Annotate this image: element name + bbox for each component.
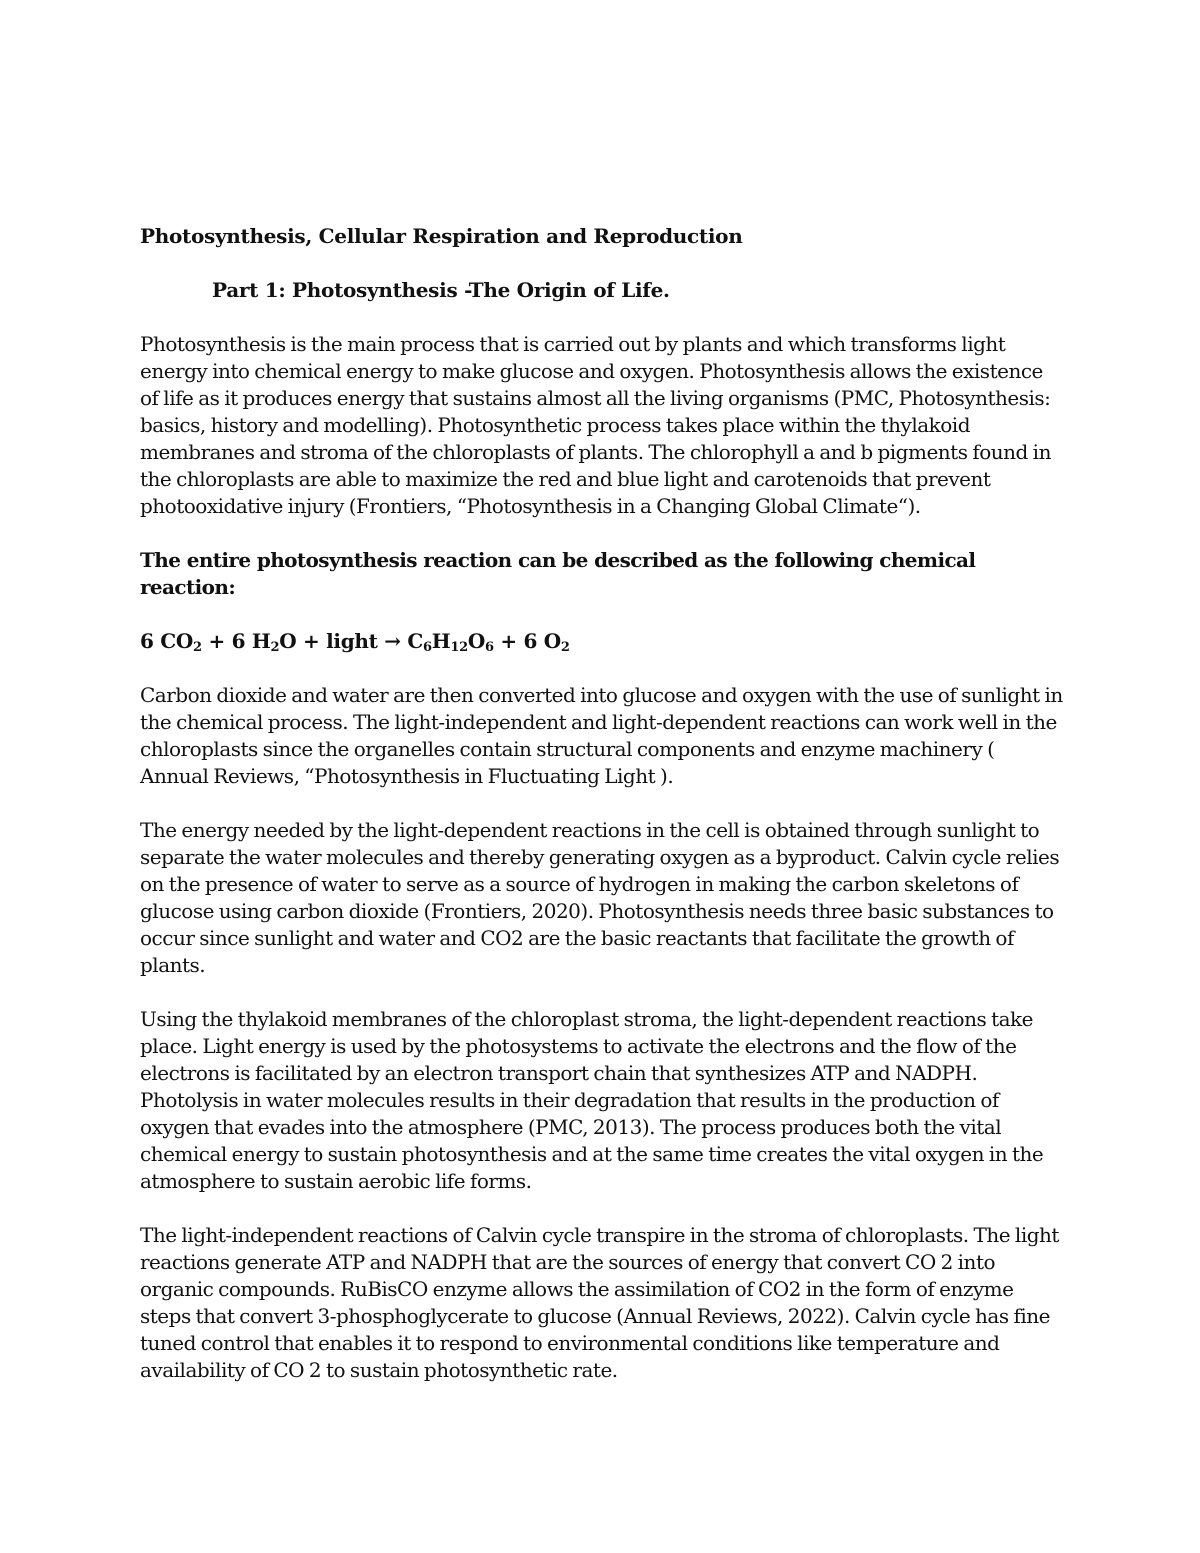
document-title: Photosynthesis, Cellular Respiration and Reproduction: [140, 224, 743, 248]
document-body: [140, 223, 1065, 1411]
equation-part: 6 CO: [140, 629, 194, 653]
equation-part: + 6 O: [493, 629, 561, 653]
equation-subscript: 6: [484, 640, 494, 655]
part-heading: Part 1: Photosynthesis -The Origin of Life.: [212, 278, 670, 302]
equation-subscript: 2: [270, 640, 280, 655]
equation-part: O + light → C: [279, 629, 423, 653]
paragraph-light-dependent-energy: The energy needed by the light-dependent reactions in the cell is obtained through sunlight to separate the water molecules and thereby generating oxygen as a byproduct. Calvin cycle relies on the presence of water to serve as a source of hydrogen in making the carbon skeletons of glucose using carbon dioxide (Frontiers, 2020). Photosynthesis needs three basic substances to occur since sunlight and water and CO2 are the basic reactants that facilitate the growth of plants.: [140, 818, 1060, 977]
equation-part: O: [467, 629, 485, 653]
equation-part: + 6 H: [201, 629, 271, 653]
chemical-equation: [140, 628, 1065, 655]
equation-subscript: 2: [560, 640, 570, 655]
paragraph-calvin-cycle: The light-independent reactions of Calvin cycle transpire in the stroma of chloroplasts. The light reactions generate ATP and NADPH that are the sources of energy that convert CO 2 into organic compounds. RuBisCO enzyme allows the assimilation of CO2 in the form of enzyme steps that convert 3-phosphoglycerate to glucose (Annual Reviews, 2022). Calvin cycle has fine tuned control that enables it to respond to environmental conditions like temperature and availability of CO 2 to sustain photosynthetic rate.: [140, 1223, 1059, 1382]
equation-part: H: [431, 629, 451, 653]
equation-subscript: 2: [193, 640, 202, 655]
paragraph-thylakoid: Using the thylakoid membranes of the chloroplast stroma, the light-dependent reactions take place. Light energy is used by the photosystems to activate the electrons and the flow of the electrons is facilitated by an electron transport chain that synthesizes ATP and NADPH. Photolysis in water molecules results in their degradation that results in the production of oxygen that evades into the atmosphere (PMC, 2013). The process produces both the vital chemical energy to sustain photosynthesis and at the same time creates the vital oxygen in the atmosphere to sustain aerobic life forms.: [140, 1007, 1044, 1193]
reaction-intro: The entire photosynthesis reaction can be described as the following chemical reaction:: [140, 548, 976, 599]
equation-subscript: 12: [450, 640, 468, 655]
paragraph-intro: Photosynthesis is the main process that is carried out by plants and which transforms light energy into chemical energy to make glucose and oxygen. Photosynthesis allows the existence of life as it produces energy that sustains almost all the living organisms (PMC, Photosynthesis: basics, history and modelling). Photosynthetic process takes place within the thylakoid membranes and stroma of the chloroplasts of plants. The chlorophyll a and b pigments found in the chloroplasts are able to maximize the red and blue light and carotenoids that prevent photooxidative injury (Frontiers, “Photosynthesis in a Changing Global Climate“).: [140, 332, 1051, 518]
equation-subscript: 6: [422, 640, 432, 655]
paragraph-conversion: Carbon dioxide and water are then converted into glucose and oxygen with the use of sunlight in the chemical process. The light-independent and light-dependent reactions can work well in the chloroplasts since the organelles contain structural components and enzyme machinery ( Annual Reviews, “Photosynthesis in Fluctuating Light ).: [140, 683, 1063, 788]
